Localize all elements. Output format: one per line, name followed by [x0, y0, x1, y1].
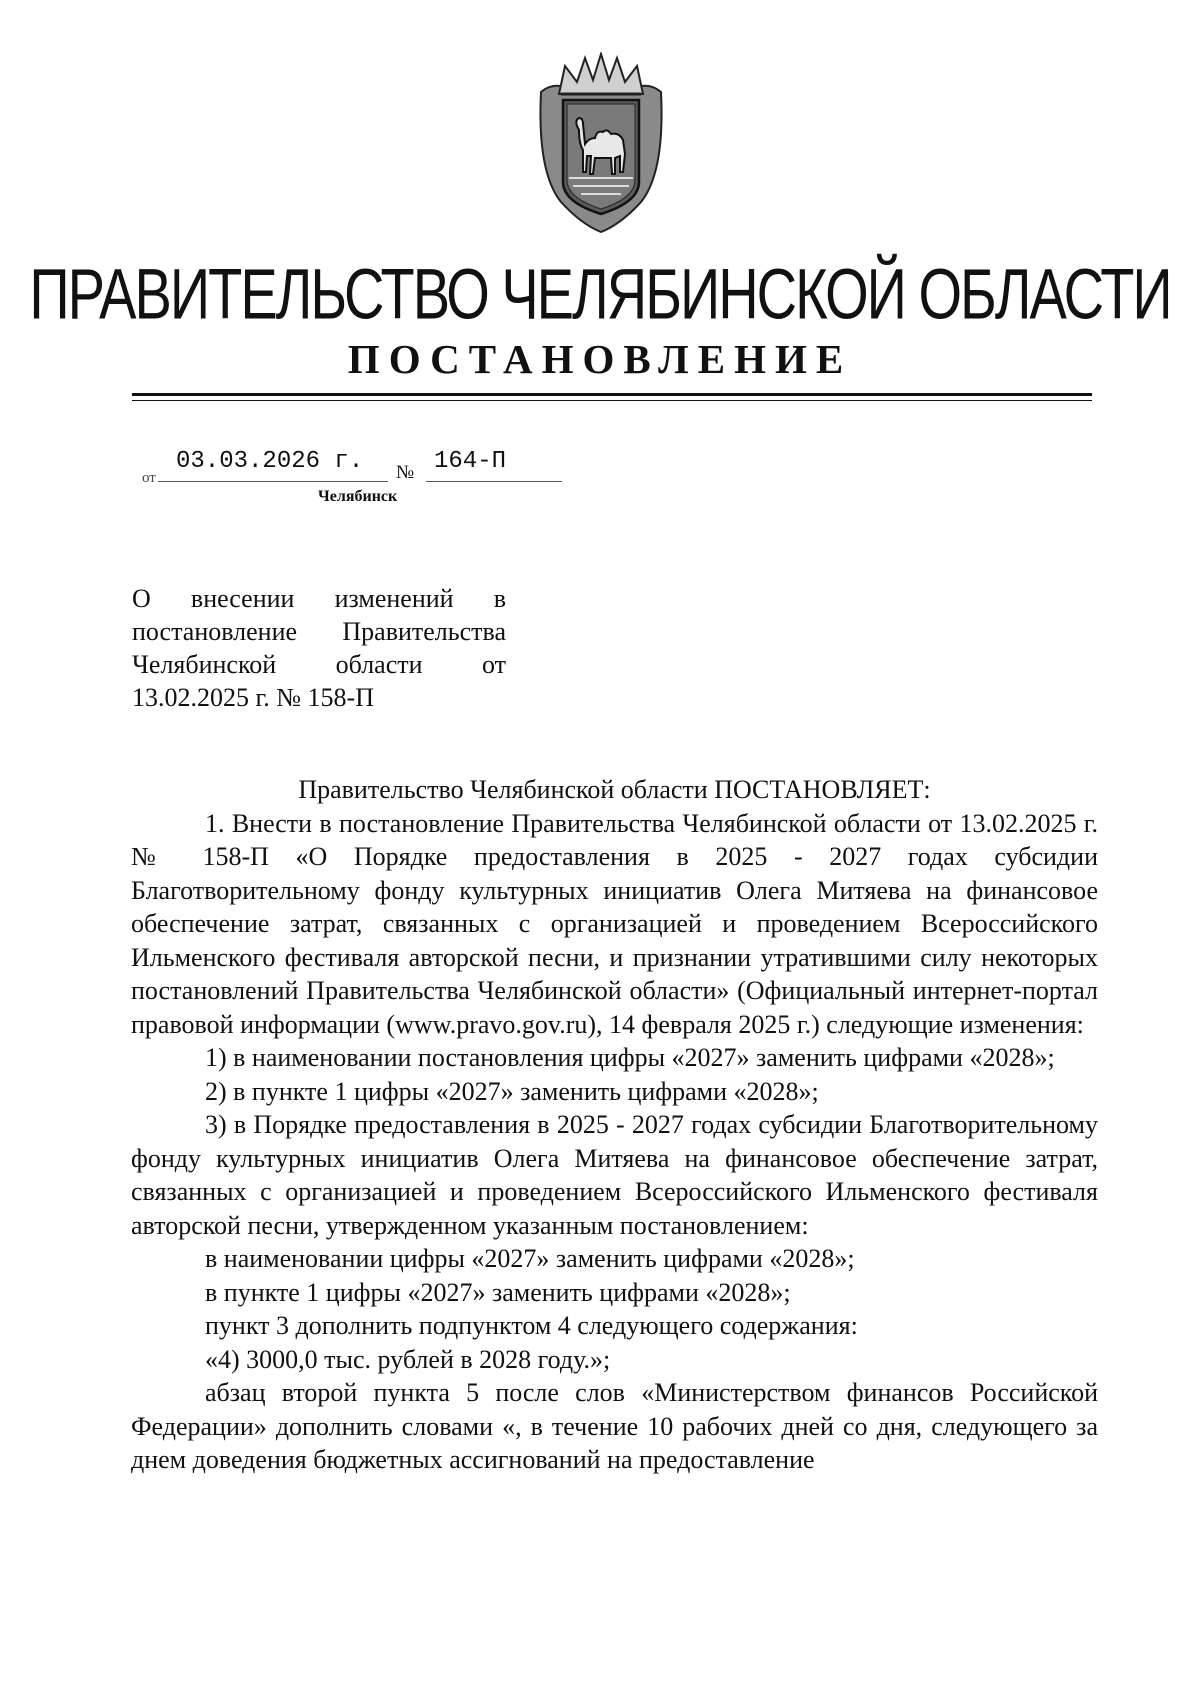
document-number: 164-П: [434, 448, 507, 475]
body-paragraph: «4) 3000,0 тыс. рублей в 2028 году.»;: [205, 1344, 611, 1374]
body-paragraph: 3) в Порядке предоставления в 2025 - 2027 годах субсидии Благотворительному фонду культурных инициатив Олега Митяева на финансовое обеспечение затрат, связанных с организацией и проведением Всероссийского Ильменского фестиваля авторской песни, утвержденном указанным постановлением:: [131, 1110, 1098, 1240]
body-paragraph: в наименовании цифры «2027» заменить цифрами «2028»;: [205, 1244, 855, 1273]
header-rule-thin: [132, 400, 1092, 401]
number-label: №: [396, 462, 415, 483]
coat-of-arms-emblem: [531, 52, 671, 237]
opening-statement: Правительство Челябинской области ПОСТАНОВЛЯЕТ:: [298, 775, 931, 804]
date-label: от: [142, 470, 156, 486]
body-paragraph: в пункте 1 цифры «2027» заменить цифрами «2028»;: [205, 1277, 791, 1307]
body-paragraph: 2) в пункте 1 цифры «2027» заменить цифрами «2028»;: [205, 1076, 819, 1106]
header-rule-thick: [132, 393, 1092, 396]
issue-city: Челябинск: [318, 488, 398, 505]
date-underline: [158, 481, 388, 482]
government-title: ПРАВИТЕЛЬСТВО ЧЕЛЯБИНСКОЙ ОБЛАСТИ: [29, 253, 1171, 334]
body-paragraph: абзац второй пункта 5 после слов «Министерством финансов Российской Федерации» дополнить словами «, в течение 10 рабочих дней со дня, следующего за днем доведения бюджетных ассигнований на предоставление: [131, 1378, 1098, 1474]
body-paragraph: 1. Внести в постановление Правительства Челябинской области от 13.02.2025 г. № 158-П «О Порядке предоставления в 2025 - 2027 годах субсидии Благотворительному фонду культурных инициатив Олега Митяева на финансовое обеспечение затрат, связанных с организацией и проведением Всероссийского Ильменского фестиваля авторской песни, и признании утратившими силу некоторых постановлений Правительства Челябинской области» (Официальный интернет-портал правовой информации (www.pravo.gov.ru), 14 февраля 2025 г.) следующие изменения:: [131, 808, 1098, 1039]
document-type: ПОСТАНОВЛЕНИЕ: [347, 336, 853, 382]
document-subject: О внесении изменений в постановление Правительства Челябинской области от 13.02.2025 г. № 158-П: [132, 584, 506, 712]
document-date: 03.03.2026 г.: [176, 448, 364, 475]
number-underline: [426, 481, 562, 482]
body-paragraph: пункт 3 дополнить подпунктом 4 следующего содержания:: [205, 1311, 858, 1340]
body-paragraph: 1) в наименовании постановления цифры «2027» заменить цифрами «2028»;: [205, 1043, 1055, 1072]
document-body: [131, 773, 1098, 1477]
